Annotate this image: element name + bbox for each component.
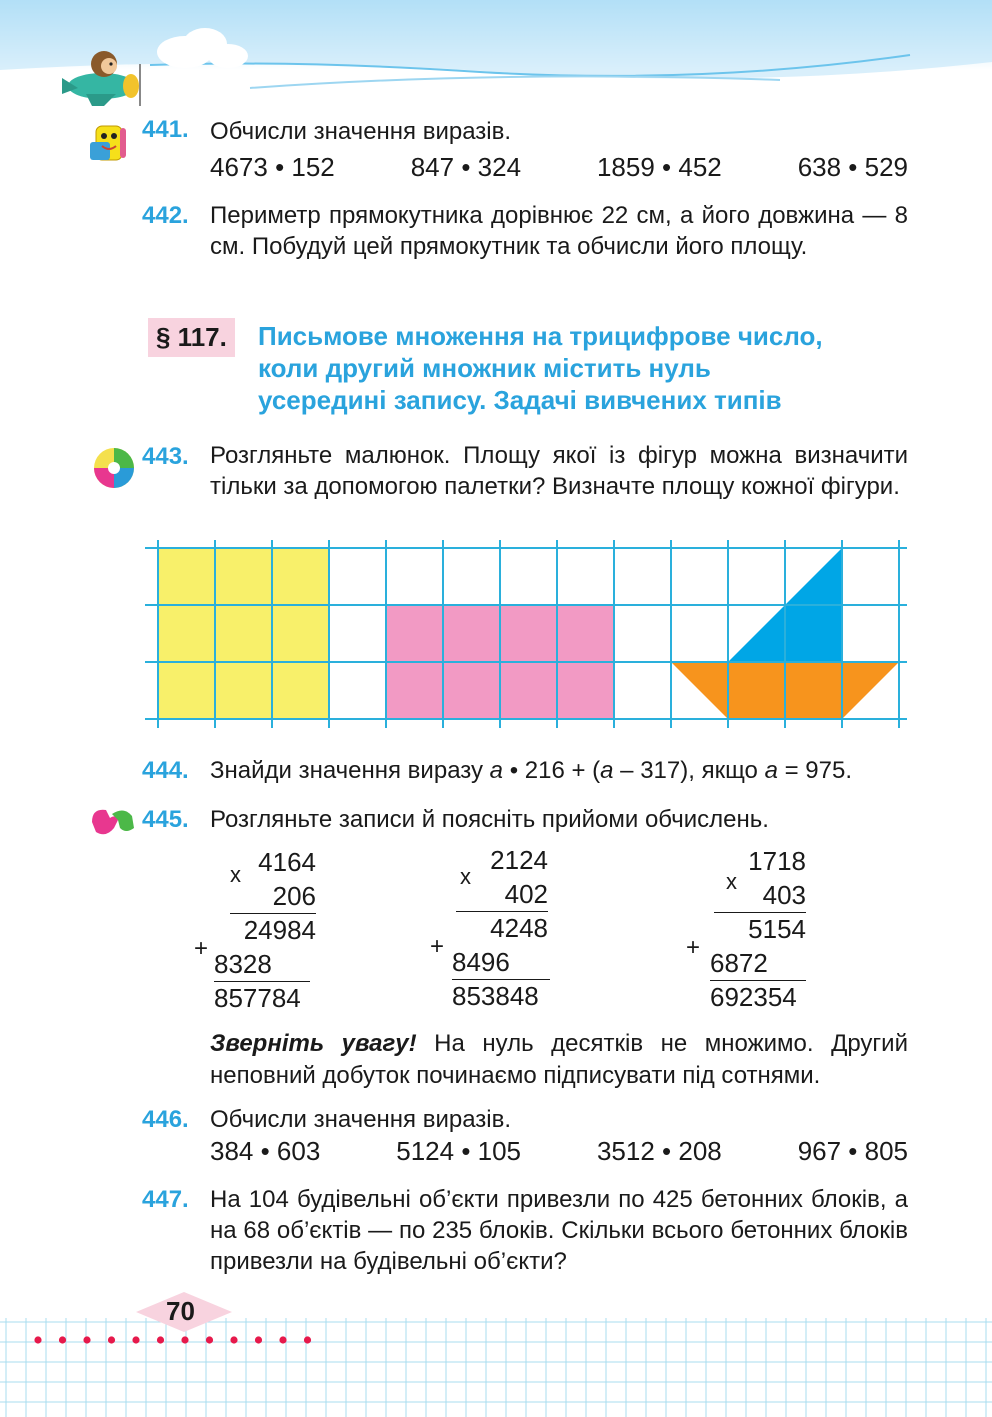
exercise-number-445: 445. [142,806,189,833]
expression: 4673 • 152 [210,152,335,182]
text-fragment: = 975. [777,757,852,784]
plus-sign: + [194,935,209,962]
puzzle-pieces-icon [88,804,138,840]
exercise-441-expressions [210,152,908,183]
attention-text: На нуль десятків не множимо. Другий неповний добуток починаємо підписувати під сотнями. [210,1030,908,1089]
exercise-445-text: Розгляньте записи й поясніть прийоми обчислень. [210,806,769,833]
multiply-sign: x [230,862,241,887]
column-multiplication [190,846,330,1018]
attention-label: Зверніть увагу! [210,1030,417,1057]
section-badge: § 117. [148,318,235,357]
palette-grid-figure [145,540,907,728]
exercise-444-text [210,755,908,786]
expression: 3512 • 208 [596,1136,722,1166]
expression: 638 • 529 [797,152,908,182]
footer-dot [157,1336,164,1343]
footer-dot [132,1336,139,1343]
expression: 967 • 805 [797,1136,908,1166]
footer-dot [108,1336,115,1343]
exercise-447-text: На 104 будівельні об’єкти привезли по 425 бетонних блоків, а на 68 об’єктів — по 235 блоків. Скільки всього бетонних блоків привезли на будівельні об’єкти? [210,1186,908,1275]
exercise-number-442: 442. [142,202,189,229]
footer-dot [230,1336,237,1343]
section-title-line: усередині запису. Задачі вивчених типів [258,385,782,415]
multiplicand: 1718 [748,846,806,876]
footer-dot [59,1336,66,1343]
column-multiplication [684,845,824,1017]
exercise-number-443: 443. [142,443,189,470]
multiplier: 403 [714,879,806,913]
exercise-443-text: Розгляньте малюнок. Площу якої із фігур можна визначити тільки за допомогою палетки? Визначте площу кожної фігури. [210,442,908,500]
footer-dot [206,1336,213,1343]
product: 692354 [710,982,797,1012]
expression: 384 • 603 [210,1136,321,1166]
partial-product: 4248 [490,913,548,943]
expression: 5124 • 105 [396,1136,522,1166]
multiplier: 206 [230,880,316,914]
variable-a: а [764,757,778,784]
exercise-number-446: 446. [142,1106,189,1133]
partial-product: 5154 [748,914,806,944]
yellow-rectangle [158,548,329,719]
footer-dot [181,1336,188,1343]
backpack-icon [86,118,136,168]
product: 857784 [214,983,301,1013]
footer-dot [279,1336,286,1343]
header-sky [0,0,992,120]
text-fragment: Знайди значення виразу [210,757,490,784]
partial-product: 6872 [710,947,806,981]
column-multiplication [428,844,568,1016]
exercise-441-text: Обчисли значення виразів. [210,118,512,145]
partial-product: 8496 [452,946,550,980]
partial-product: 24984 [243,915,316,945]
variable-a: а [600,757,614,784]
exercise-number-447: 447. [142,1186,189,1213]
text-fragment: • 216 + ( [503,757,601,784]
multiplier: 402 [456,878,548,912]
partial-product: 8328 [214,948,310,982]
footer-dot [83,1336,90,1343]
exercise-446-expressions [210,1136,908,1167]
section-title-line: коли другий множник містить нуль [258,353,711,383]
variable-a: а [489,757,504,784]
page-number: 70 [166,1296,195,1326]
multiply-sign: x [726,869,737,894]
multiplicand: 2124 [490,845,548,875]
product: 853848 [452,981,539,1011]
section-title [258,320,823,416]
exercise-446-text: Обчисли значення виразів. [210,1106,512,1133]
footer-dot [304,1336,311,1343]
footer-dot [255,1336,262,1343]
multiplicand: 4164 [258,847,316,877]
expression: 1859 • 452 [596,152,722,182]
multiply-sign: x [460,864,471,889]
text-fragment: – 317), якщо [613,757,765,784]
footer-dots [28,1332,328,1348]
attention-note [210,1028,908,1092]
plus-sign: + [430,933,445,960]
puzzle-icon [90,444,138,492]
section-title-line: Письмове множення на трицифрове число, [258,321,823,351]
exercise-number-444: 444. [142,757,189,784]
footer-dot [34,1336,41,1343]
exercise-442-text: Периметр прямокутника дорівнює 22 см, а його довжина — 8 см. Побудуй цей прямокутник та обчисли його площу. [210,202,908,260]
plus-sign: + [686,934,701,961]
exercise-number-441: 441. [142,116,189,143]
airplane-hedgehog-icon [56,44,146,110]
expression: 847 • 324 [410,152,522,182]
